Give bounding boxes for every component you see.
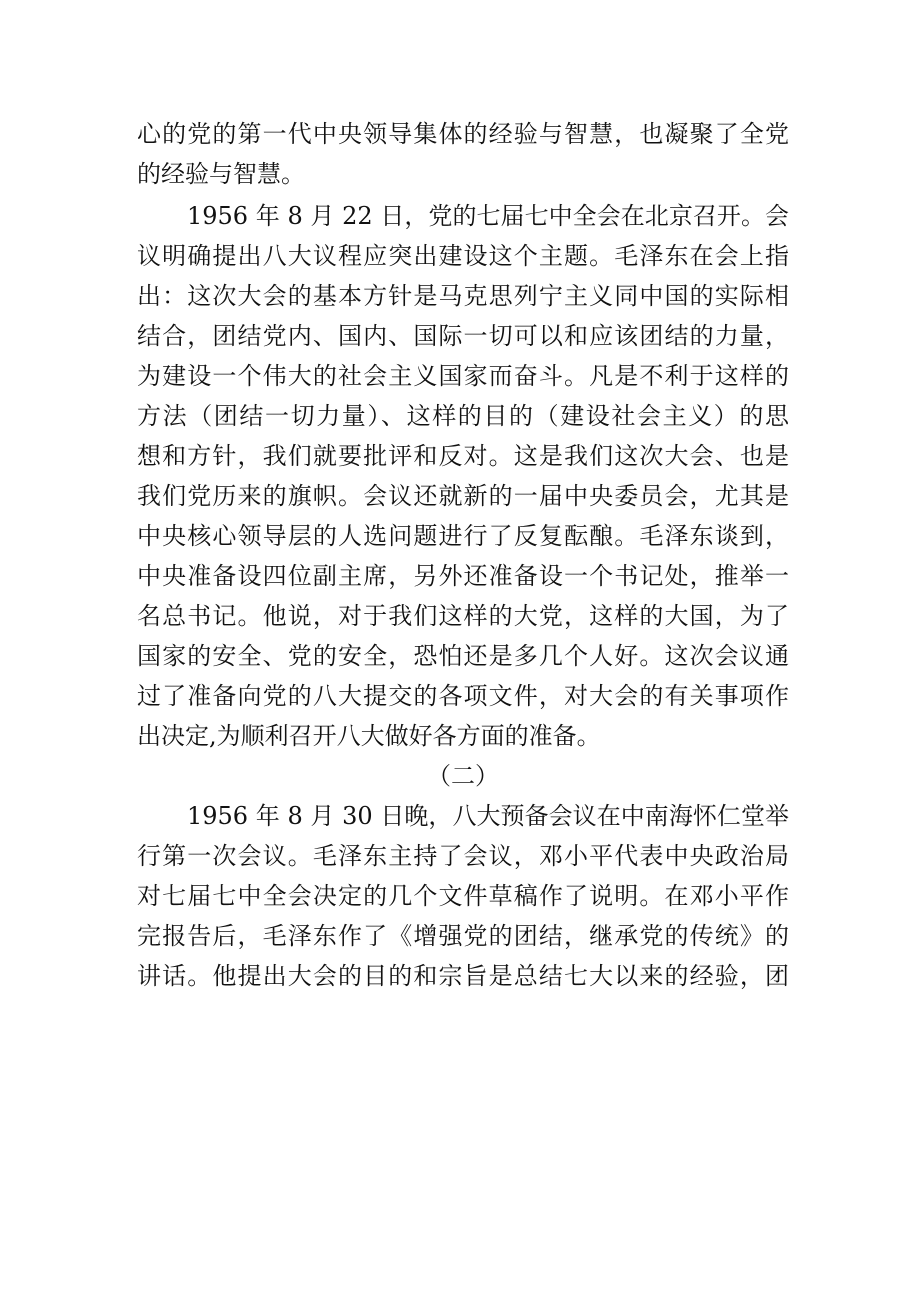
text-line: 讲话。他提出大会的目的和宗旨是总结七大以来的经验，团 — [137, 962, 789, 990]
text-line: 出决定,为顺利召开八大做好各方面的准备。 — [137, 722, 601, 750]
text-line: 完报告后，毛泽东作了《增强党的团结，继承党的传统》的 — [137, 922, 789, 950]
document-page — [137, 114, 789, 996]
text-line: 结合，团结党内、国内、国际一切可以和应该团结的力量， — [137, 322, 789, 350]
text-line: 对七届七中全会决定的几个文件草稿作了说明。在邓小平作 — [137, 882, 789, 910]
text-line: 想和方针，我们就要批评和反对。这是我们这次大会、也是 — [137, 442, 789, 470]
text-line: 名总书记。他说，对于我们这样的大党，这样的大国，为了 — [137, 602, 789, 630]
text-line: 1956 年 8 月 30 日晚，八大预备会议在中南海怀仁堂举 — [187, 802, 789, 830]
text-line: 我们党历来的旗帜。会议还就新的一届中央委员会，尤其是 — [137, 482, 789, 510]
paragraph-2 — [137, 196, 789, 756]
text-line: 议明确提出八大议程应突出建设这个主题。毛泽东在会上指 — [137, 242, 789, 270]
text-line: 中央核心领导层的人选问题进行了反复酝酿。毛泽东谈到， — [137, 522, 789, 550]
text-line: 1956 年 8 月 22 日，党的七届七中全会在北京召开。会 — [187, 202, 789, 230]
text-line: 心的党的第一代中央领导集体的经验与智慧，也凝聚了全党 — [137, 120, 789, 148]
text-line: 为建设一个伟大的社会主义国家而奋斗。凡是不利于这样的 — [137, 362, 789, 390]
text-line: 方法（团结一切力量）、这样的目的（建设社会主义）的思 — [137, 402, 789, 430]
text-line: 过了准备向党的八大提交的各项文件，对大会的有关事项作 — [137, 682, 789, 710]
text-line: 中央准备设四位副主席，另外还准备设一个书记处，推举一 — [137, 562, 789, 590]
text-line: 的经验与智慧。 — [137, 160, 305, 188]
text-line: 行第一次会议。毛泽东主持了会议，邓小平代表中央政治局 — [137, 842, 789, 870]
text-line: 国家的安全、党的安全，恐怕还是多几个人好。这次会议通 — [137, 642, 789, 670]
paragraph-1 — [137, 114, 789, 194]
paragraph-3 — [137, 796, 789, 996]
text-line: 出：这次大会的基本方针是马克思列宁主义同中国的实际相 — [137, 282, 789, 310]
section-heading: （二） — [427, 762, 499, 790]
